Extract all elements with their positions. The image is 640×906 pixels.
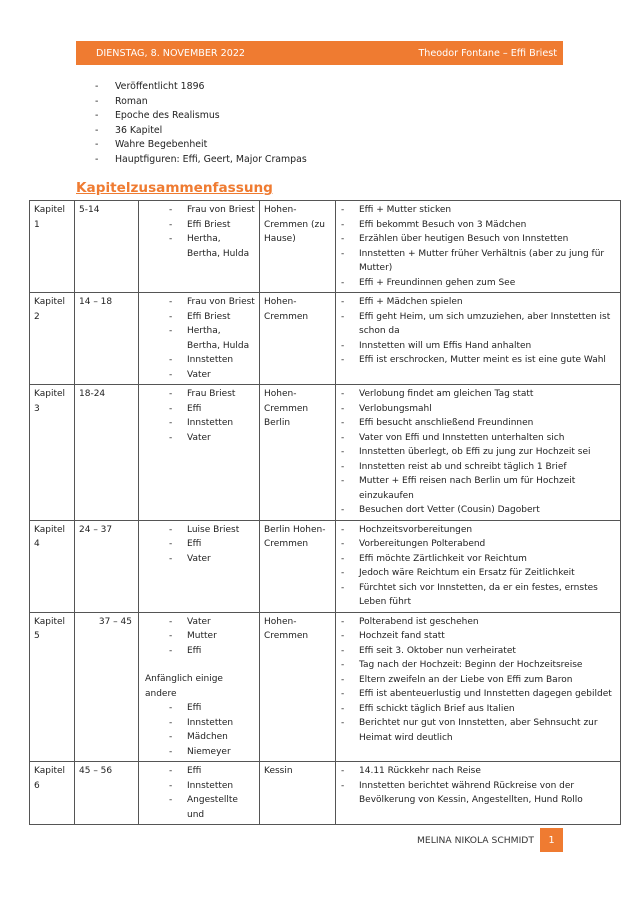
- chapter-people: [139, 385, 260, 521]
- chapter-row: [30, 762, 621, 825]
- chapter-place: Hohen-Cremmen: [260, 293, 336, 385]
- chapter-name: Kapitel 2: [30, 293, 75, 385]
- person-item-list: [143, 615, 255, 659]
- person-item-list: [143, 523, 255, 567]
- chapter-events: [336, 612, 621, 762]
- chapter-pages: [75, 612, 139, 762]
- event-item-list: [340, 203, 616, 290]
- event-item: - Effi ist abenteuerlustig und Innstetten dagegen gebildet: [340, 687, 616, 702]
- event-item: - Innstetten + Mutter früher Verhältnis (aber zu jung für Mutter): [340, 247, 616, 276]
- event-item: - Hochzeit fand statt: [340, 629, 616, 644]
- people-note: Anfänglich einige andere: [145, 674, 223, 699]
- event-item: - Vater von Effi und Innstetten unterhalten sich: [340, 431, 616, 446]
- chapter-pages: [75, 201, 139, 293]
- event-item: - Verlobung findet am gleichen Tag statt: [340, 387, 616, 402]
- event-item: - Effi + Mädchen spielen: [340, 295, 616, 310]
- chapter-place: Hohen-Cremmen Berlin: [260, 385, 336, 521]
- person-item: - Angestellte und: [168, 793, 255, 822]
- event-item: - Erzählen über heutigen Besuch von Innstetten: [340, 232, 616, 247]
- chapter-name: Kapitel 6: [30, 762, 75, 825]
- chapter-table-body: [30, 201, 621, 825]
- person-item: - Vater: [168, 368, 255, 383]
- page-number: 1: [540, 828, 563, 852]
- page-header: [76, 41, 563, 65]
- person-item: - Hertha, Bertha, Hulda: [168, 324, 255, 353]
- event-item: - Innstetten überlegt, ob Effi zu jung zur Hochzeit sei: [340, 445, 616, 460]
- person-item: - Hertha, Bertha, Hulda: [168, 232, 255, 261]
- person-item: - Effi: [168, 537, 255, 552]
- event-item: - Tag nach der Hochzeit: Beginn der Hochzeitsreise: [340, 658, 616, 673]
- person-item-list: [143, 295, 255, 382]
- event-item-list: [340, 764, 616, 808]
- event-item: - 14.11 Rückkehr nach Reise: [340, 764, 616, 779]
- person-item: - Effi Briest: [168, 310, 255, 325]
- person-item: - Effi: [168, 402, 255, 417]
- chapter-events: [336, 520, 621, 612]
- chapter-place: Hohen-Cremmen (zu Hause): [260, 201, 336, 293]
- event-item: - Effi bekommt Besuch von 3 Mädchen: [340, 218, 616, 233]
- chapter-table: [29, 200, 621, 825]
- chapter-events: [336, 201, 621, 293]
- person-item: - Effi: [168, 764, 255, 779]
- chapter-row: [30, 201, 621, 293]
- event-item: - Effi ist erschrocken, Mutter meint es ist eine gute Wahl: [340, 353, 616, 368]
- event-item: - Effi seit 3. Oktober nun verheiratet: [340, 644, 616, 659]
- event-item: - Effi schickt täglich Brief aus Italien: [340, 702, 616, 717]
- chapter-people: [139, 293, 260, 385]
- chapter-events: [336, 293, 621, 385]
- event-item: - Effi + Freundinnen gehen zum See: [340, 276, 616, 291]
- person-item-list: [143, 387, 255, 445]
- chapter-people: [139, 201, 260, 293]
- event-item: - Verlobungsmahl: [340, 402, 616, 417]
- event-item: - Innstetten reist ab und schreibt täglich 1 Brief: [340, 460, 616, 475]
- chapter-name: Kapitel 4: [30, 520, 75, 612]
- fact-item: - Veröffentlicht 1896: [95, 80, 307, 95]
- event-item: - Polterabend ist geschehen: [340, 615, 616, 630]
- fact-item: - Roman: [95, 95, 307, 110]
- chapter-pages-value: 37 – 45: [98, 616, 132, 627]
- person-item: - Vater: [168, 431, 255, 446]
- event-item: - Effi geht Heim, um sich umzuziehen, aber Innstetten ist schon da: [340, 310, 616, 339]
- fact-item: - Hauptfiguren: Effi, Geert, Major Crampas: [95, 153, 307, 168]
- person-item: - Vater: [168, 552, 255, 567]
- event-item: - Fürchtet sich vor Innstetten, da er ein festes, ernstes Leben führt: [340, 581, 616, 610]
- fact-item: - 36 Kapitel: [95, 124, 307, 139]
- person-item-list: [143, 701, 255, 759]
- person-item: - Innstetten: [168, 416, 255, 431]
- person-item: - Innstetten: [168, 779, 255, 794]
- person-item: - Effi Briest: [168, 218, 255, 233]
- section-title: Kapitelzusammenfassung: [76, 180, 273, 196]
- chapter-events: [336, 385, 621, 521]
- event-item: - Innstetten berichtet während Rückreise von der Bevölkerung von Kessin, Angestellten, Hund Rollo: [340, 779, 616, 808]
- header-title: Theodor Fontane – Effi Briest: [418, 47, 557, 59]
- event-item-list: [340, 615, 616, 746]
- chapter-place: Kessin: [260, 762, 336, 825]
- event-item: - Besuchen dort Vetter (Cousin) Dagobert: [340, 503, 616, 518]
- fact-item: - Wahre Begebenheit: [95, 138, 307, 153]
- event-item: - Vorbereitungen Polterabend: [340, 537, 616, 552]
- chapter-pages-value: 24 – 37: [79, 524, 113, 535]
- chapter-place: Hohen-Cremmen: [260, 612, 336, 762]
- fact-item: - Epoche des Realismus: [95, 109, 307, 124]
- chapter-name: Kapitel 5: [30, 612, 75, 762]
- header-date: DIENSTAG, 8. NOVEMBER 2022: [96, 47, 246, 59]
- facts-list: [95, 80, 307, 167]
- person-item: - Effi: [168, 701, 255, 716]
- person-item: - Innstetten: [168, 716, 255, 731]
- chapter-name: Kapitel 3: [30, 385, 75, 521]
- chapter-pages-value: 14 – 18: [79, 297, 113, 307]
- chapter-row: [30, 612, 621, 762]
- event-item-list: [340, 387, 616, 518]
- event-item: - Effi besucht anschließend Freundinnen: [340, 416, 616, 431]
- chapter-row: [30, 293, 621, 385]
- footer-author: MELINA NIKOLA SCHMIDT: [417, 834, 534, 846]
- chapter-pages: [75, 762, 139, 825]
- event-item-list: [340, 523, 616, 610]
- event-item: - Eltern zweifeln an der Liebe von Effi zum Baron: [340, 673, 616, 688]
- chapter-events: [336, 762, 621, 825]
- person-item: - Niemeyer: [168, 745, 255, 760]
- chapter-pages: [75, 293, 139, 385]
- chapter-row: [30, 385, 621, 521]
- chapter-people: [139, 612, 260, 762]
- chapter-pages: [75, 385, 139, 521]
- person-item: - Vater: [168, 615, 255, 630]
- chapter-pages-value: 5-14: [79, 205, 100, 215]
- event-item: - Innstetten will um Effis Hand anhalten: [340, 339, 616, 354]
- event-item: - Hochzeitsvorbereitungen: [340, 523, 616, 538]
- chapter-pages: [75, 520, 139, 612]
- person-item-list: [143, 203, 255, 261]
- chapter-pages-value: 18-24: [79, 389, 106, 399]
- person-item-list: [143, 764, 255, 822]
- chapter-place: Berlin Hohen-Cremmen: [260, 520, 336, 612]
- event-item: - Effi + Mutter sticken: [340, 203, 616, 218]
- person-item: - Frau von Briest: [168, 295, 255, 310]
- person-item: - Mädchen: [168, 730, 255, 745]
- event-item-list: [340, 295, 616, 368]
- person-item: - Luise Briest: [168, 523, 255, 538]
- person-item: - Effi: [168, 644, 255, 659]
- person-item: - Innstetten: [168, 353, 255, 368]
- event-item: - Jedoch wäre Reichtum ein Ersatz für Zeitlichkeit: [340, 566, 616, 581]
- chapter-pages-value: 45 – 56: [79, 766, 113, 776]
- event-item: - Effi möchte Zärtlichkeit vor Reichtum: [340, 552, 616, 567]
- chapter-name: Kapitel 1: [30, 201, 75, 293]
- chapter-people: [139, 520, 260, 612]
- person-item: - Mutter: [168, 629, 255, 644]
- event-item: - Berichtet nur gut von Innstetten, aber Sehnsucht zur Heimat wird deutlich: [340, 716, 616, 745]
- chapter-people: [139, 762, 260, 825]
- event-item: - Mutter + Effi reisen nach Berlin um für Hochzeit einzukaufen: [340, 474, 616, 503]
- person-item: - Frau Briest: [168, 387, 255, 402]
- chapter-row: [30, 520, 621, 612]
- person-item: - Frau von Briest: [168, 203, 255, 218]
